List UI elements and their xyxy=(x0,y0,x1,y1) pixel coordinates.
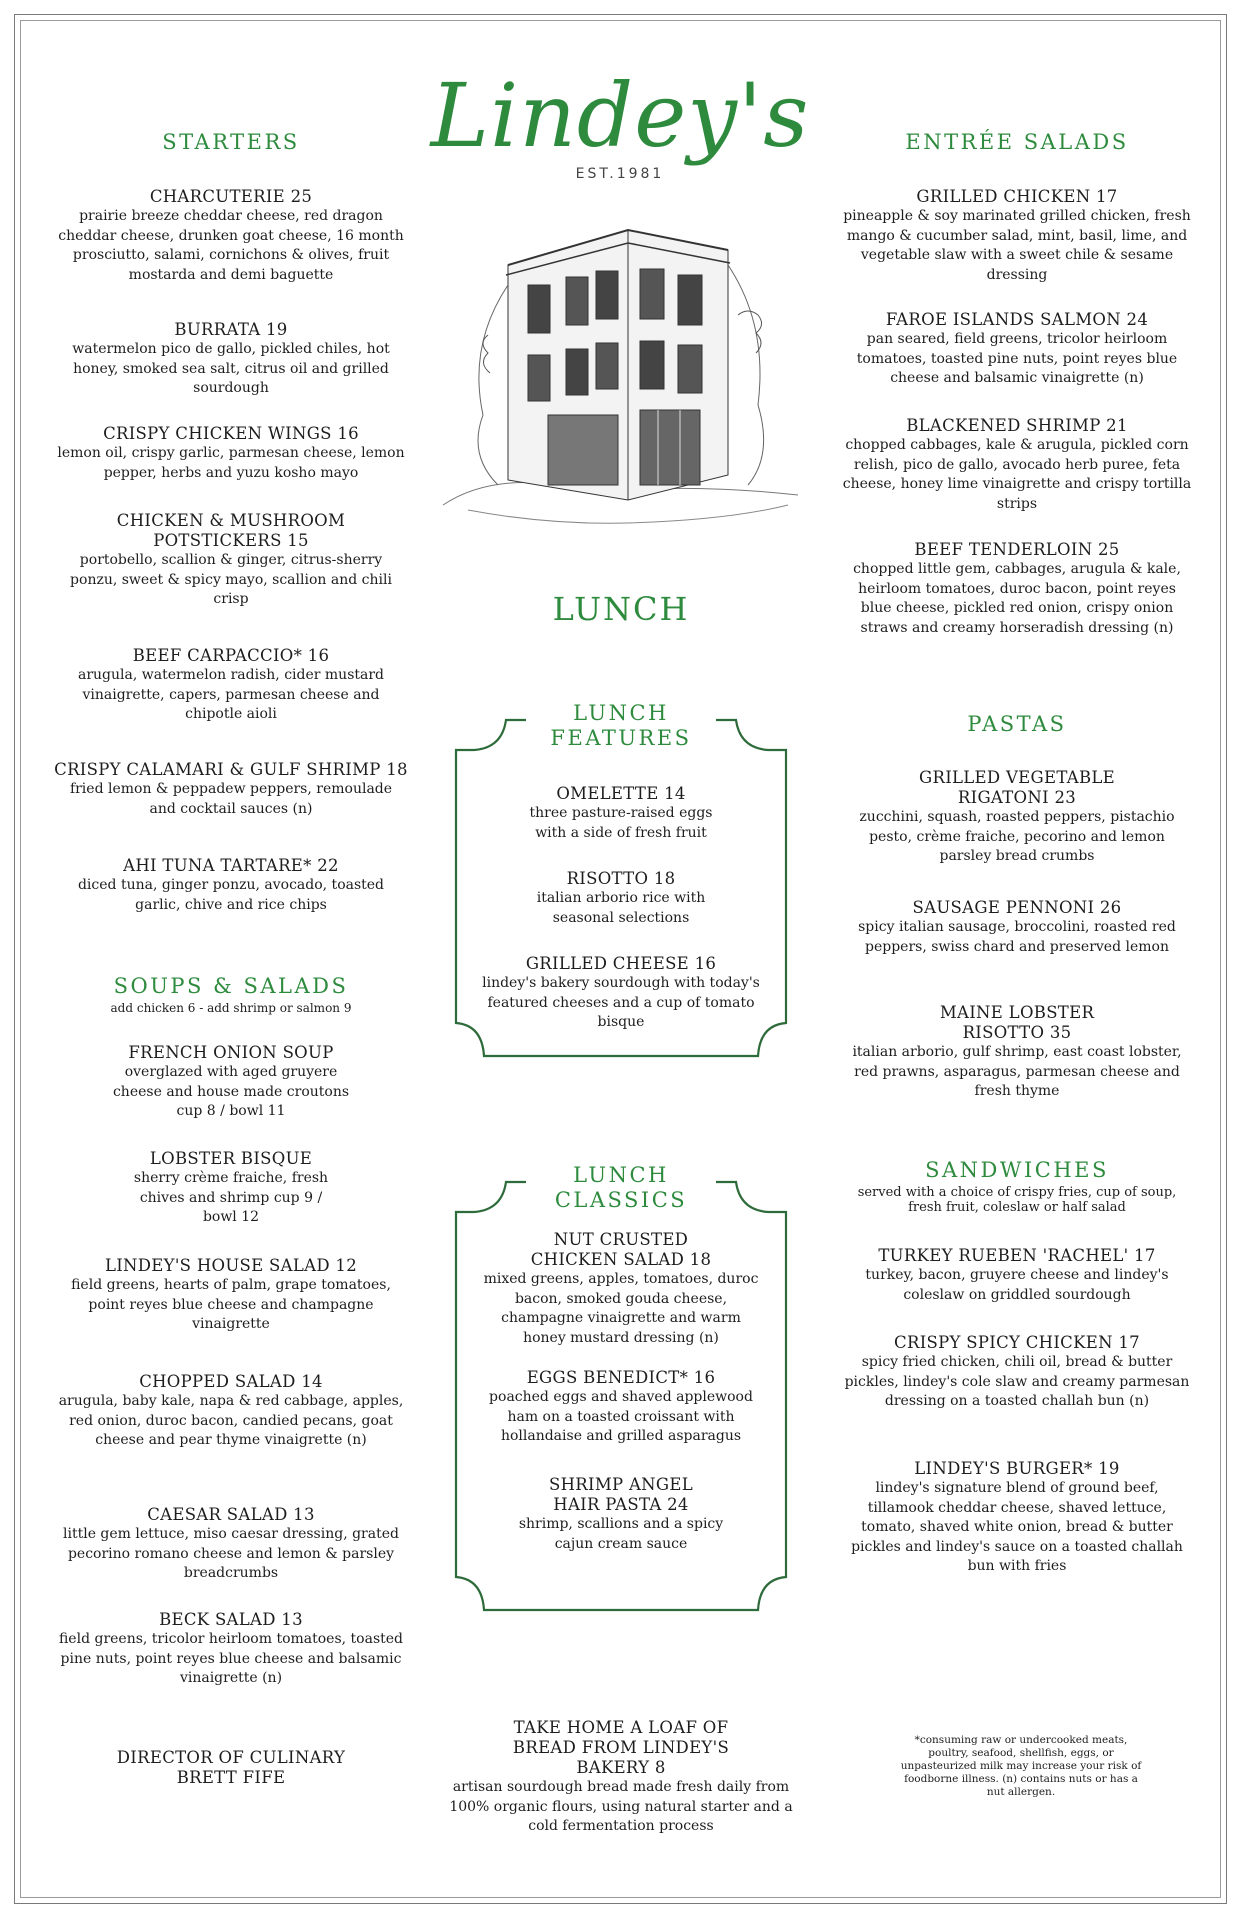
item-desc: watermelon pico de gallo, pickled chiles, hot honey, smoked sea salt, citrus oil and grilled sourdough xyxy=(72,341,390,396)
menu-item xyxy=(50,1256,412,1335)
section-title-sandwiches: SANDWICHES xyxy=(925,1158,1109,1182)
menu-item xyxy=(50,320,412,399)
item-name: GRILLED CHEESE 16 xyxy=(525,954,717,973)
menu-item xyxy=(50,1505,412,1584)
item-name: BECK SALAD 13 xyxy=(159,1610,303,1629)
item-desc: prairie breeze cheddar cheese, red dragon cheddar cheese, drunken goat cheese, 16 month prosciutto, salami, cornichons & olives, fruit mostarda and demi baguette xyxy=(58,208,404,283)
item-name: CRISPY SPICY CHICKEN 17 xyxy=(894,1333,1140,1352)
item-desc: spicy fried chicken, chili oil, bread & butter pickles, lindey's cole slaw and creamy parmesan dressing on a toasted challah bun (n) xyxy=(844,1354,1190,1409)
menu-item xyxy=(50,1149,412,1228)
item-name: BLACKENED SHRIMP 21 xyxy=(906,416,1128,435)
menu-item xyxy=(50,646,412,725)
item-name: OMELETTE 14 xyxy=(556,784,686,803)
item-desc: overglazed with aged gruyere cheese and house made croutons cup 8 / bowl 11 xyxy=(112,1064,350,1119)
item-name: CAESAR SALAD 13 xyxy=(147,1505,315,1524)
bread-promo xyxy=(440,1718,802,1837)
menu-item xyxy=(836,1246,1198,1305)
item-desc: chopped cabbages, kale & arugula, pickled corn relish, pico de gallo, avocado herb puree, feta cheese, honey lime vinaigrette and crispy tortilla strips xyxy=(842,437,1192,512)
item-desc: field greens, tricolor heirloom tomatoes, toasted pine nuts, point reyes blue cheese and balsamic vinaigrette (n) xyxy=(58,1631,404,1686)
item-desc: lindey's signature blend of ground beef, tillamook cheddar cheese, shaved lettuce, tomato, shaved white onion, bread & butter pickles and lindey's sauce on a toasted challah bun with fries xyxy=(851,1480,1183,1574)
allergen-footnote: *consuming raw or undercooked meats, poultry, seafood, shellfish, eggs, or unpasteurized milk may increase your risk of foodborne illness. (n) contains nuts or has a nut allergen. xyxy=(900,1734,1142,1798)
item-desc: sherry crème fraiche, fresh chives and shrimp cup 9 / bowl 12 xyxy=(133,1170,329,1225)
menu-item xyxy=(440,1230,802,1348)
section-title-pastas: PASTAS xyxy=(967,712,1067,736)
item-name: RISOTTO 18 xyxy=(566,869,676,888)
menu-item xyxy=(836,1003,1198,1102)
menu-item xyxy=(50,1372,412,1451)
item-name: GRILLED CHICKEN 17 xyxy=(916,187,1118,206)
item-desc: three pasture-raised eggs with a side of fresh fruit xyxy=(529,805,713,841)
item-name: BEEF TENDERLOIN 25 xyxy=(914,540,1120,559)
item-name: BEEF CARPACCIO* 16 xyxy=(132,646,330,665)
item-desc: poached eggs and shaved applewood ham on a toasted croissant with hollandaise and grilled asparagus xyxy=(489,1389,753,1444)
menu-item xyxy=(440,869,802,928)
section-title-lunch-classics-1: LUNCH xyxy=(573,1163,669,1187)
menu-item xyxy=(836,1459,1198,1577)
item-desc: chopped little gem, cabbages, arugula & kale, heirloom tomatoes, duroc bacon, point reyes blue cheese, pickled red onion, crispy onion straws and creamy horseradish dressing (n) xyxy=(853,561,1181,636)
item-name: BURRATA 19 xyxy=(174,320,288,339)
menu-item xyxy=(50,187,412,285)
item-desc: diced tuna, ginger ponzu, avocado, toasted garlic, chive and rice chips xyxy=(77,877,385,913)
item-desc: little gem lettuce, miso caesar dressing, grated pecorino romano cheese and lemon & parsley breadcrumbs xyxy=(63,1526,399,1581)
item-desc: arugula, watermelon radish, cider mustard vinaigrette, capers, parmesan cheese and chipotle aioli xyxy=(77,667,385,722)
section-title-entree-salads: ENTRÉE SALADS xyxy=(905,130,1129,154)
item-name: LOBSTER BISQUE xyxy=(149,1149,313,1168)
item-desc: shrimp, scallions and a spicy cajun cream sauce xyxy=(518,1516,724,1552)
item-name: AHI TUNA TARTARE* 22 xyxy=(123,856,339,875)
logo-wordmark: Lindey's xyxy=(430,64,810,167)
item-desc: portobello, scallion & ginger, citrus-sherry ponzu, sweet & spicy mayo, scallion and chili crisp xyxy=(70,552,392,607)
item-desc: field greens, hearts of palm, grape tomatoes, point reyes blue cheese and champagne vinaigrette xyxy=(71,1277,391,1332)
menu-item xyxy=(836,540,1198,638)
item-name: EGGS BENEDICT* 16 xyxy=(526,1368,716,1387)
section-note: add chicken 6 - add shrimp or salmon 9 xyxy=(110,1001,352,1015)
menu-item xyxy=(440,954,802,1033)
item-name: FAROE ISLANDS SALMON 24 xyxy=(885,310,1149,329)
menu-item xyxy=(50,1043,412,1122)
section-note: served with a choice of crispy fries, cup of soup, fresh fruit, coleslaw or half salad xyxy=(857,1185,1177,1215)
section-title-lunch-classics-2: CLASSICS xyxy=(554,1188,688,1212)
section-title-lunch-features-2: FEATURES xyxy=(550,726,692,750)
item-desc: italian arborio, gulf shrimp, east coast lobster, red prawns, asparagus, parmesan cheese and fresh thyme xyxy=(852,1044,1182,1099)
director-credit xyxy=(50,1748,412,1788)
menu-item xyxy=(836,187,1198,285)
right-column xyxy=(836,0,1198,1920)
middle-column xyxy=(440,0,802,1920)
item-desc: italian arborio rice with seasonal selections xyxy=(536,890,706,926)
item-name: CHOPPED SALAD 14 xyxy=(139,1372,323,1391)
section-title-starters: STARTERS xyxy=(162,130,300,154)
item-desc: pineapple & soy marinated grilled chicken, fresh mango & cucumber salad, mint, basil, lime, and vegetable slaw with a sweet chile & sesame dressing xyxy=(843,208,1191,283)
item-desc: arugula, baby kale, napa & red cabbage, apples, red onion, duroc bacon, candied pecans, goat cheese and pear thyme vinaigrette (n) xyxy=(58,1393,404,1448)
section-title-soups-salads: SOUPS & SALADS xyxy=(113,974,349,998)
item-name: SHRIMP ANGEL HAIR PASTA 24 xyxy=(548,1475,693,1514)
left-column xyxy=(50,0,412,1920)
item-name: TAKE HOME A LOAF OF BREAD FROM LINDEY'S BAKERY 8 xyxy=(512,1718,730,1777)
director-name: BRETT FIFE xyxy=(176,1768,286,1787)
item-desc: lemon oil, crispy garlic, parmesan cheese, lemon pepper, herbs and yuzu kosho mayo xyxy=(57,445,405,481)
item-desc: turkey, bacon, gruyere cheese and lindey's coleslaw on griddled sourdough xyxy=(865,1267,1169,1303)
item-desc: pan seared, field greens, tricolor heirloom tomatoes, toasted pine nuts, point reyes blue cheese and balsamic vinaigrette (n) xyxy=(856,331,1178,386)
menu-item xyxy=(50,424,412,483)
item-name: MAINE LOBSTER RISOTTO 35 xyxy=(939,1003,1095,1042)
item-name: TURKEY RUEBEN 'RACHEL' 17 xyxy=(878,1246,1156,1265)
menu-item xyxy=(836,416,1198,514)
menu-item xyxy=(440,784,802,843)
item-name: CRISPY CALAMARI & GULF SHRIMP 18 xyxy=(54,760,408,779)
menu-item xyxy=(50,760,412,819)
menu-item xyxy=(440,1475,802,1554)
item-name: FRENCH ONION SOUP xyxy=(128,1043,334,1062)
item-name: GRILLED VEGETABLE RIGATONI 23 xyxy=(919,768,1115,807)
item-name: CHICKEN & MUSHROOM POTSTICKERS 15 xyxy=(116,511,346,550)
item-desc: lindey's bakery sourdough with today's featured cheeses and a cup of tomato bisque xyxy=(482,975,760,1030)
item-name: LINDEY'S HOUSE SALAD 12 xyxy=(104,1256,358,1275)
menu-item xyxy=(50,511,412,610)
logo-established: EST.1981 xyxy=(575,166,665,182)
page-title: LUNCH xyxy=(552,590,690,628)
item-name: CHARCUTERIE 25 xyxy=(149,187,313,206)
item-name: SAUSAGE PENNONI 26 xyxy=(912,898,1122,917)
item-name: NUT CRUSTED CHICKEN SALAD 18 xyxy=(530,1230,712,1269)
item-desc: zucchini, squash, roasted peppers, pistachio pesto, crème fraiche, pecorino and lemon parsley bread crumbs xyxy=(859,809,1175,864)
menu-item xyxy=(440,1368,802,1447)
menu-item xyxy=(836,1333,1198,1412)
menu-item xyxy=(836,768,1198,867)
menu-item xyxy=(836,898,1198,957)
item-desc: fried lemon & peppadew peppers, remoulade and cocktail sauces (n) xyxy=(69,781,393,817)
item-name: LINDEY'S BURGER* 19 xyxy=(914,1459,1120,1478)
item-name: CRISPY CHICKEN WINGS 16 xyxy=(103,424,359,443)
item-desc: spicy italian sausage, broccolini, roasted red peppers, swiss chard and preserved lemon xyxy=(858,919,1176,955)
item-desc: mixed greens, apples, tomatoes, duroc bacon, smoked gouda cheese, champagne vinaigrette and warm honey mustard dressing (n) xyxy=(483,1271,759,1346)
menu-item xyxy=(836,310,1198,389)
director-title: DIRECTOR OF CULINARY xyxy=(116,1748,346,1767)
menu-item xyxy=(50,856,412,915)
item-desc: artisan sourdough bread made fresh daily from 100% organic flours, using natural starter and a cold fermentation process xyxy=(449,1779,793,1834)
section-title-lunch-features-1: LUNCH xyxy=(573,701,669,725)
menu-item xyxy=(50,1610,412,1689)
